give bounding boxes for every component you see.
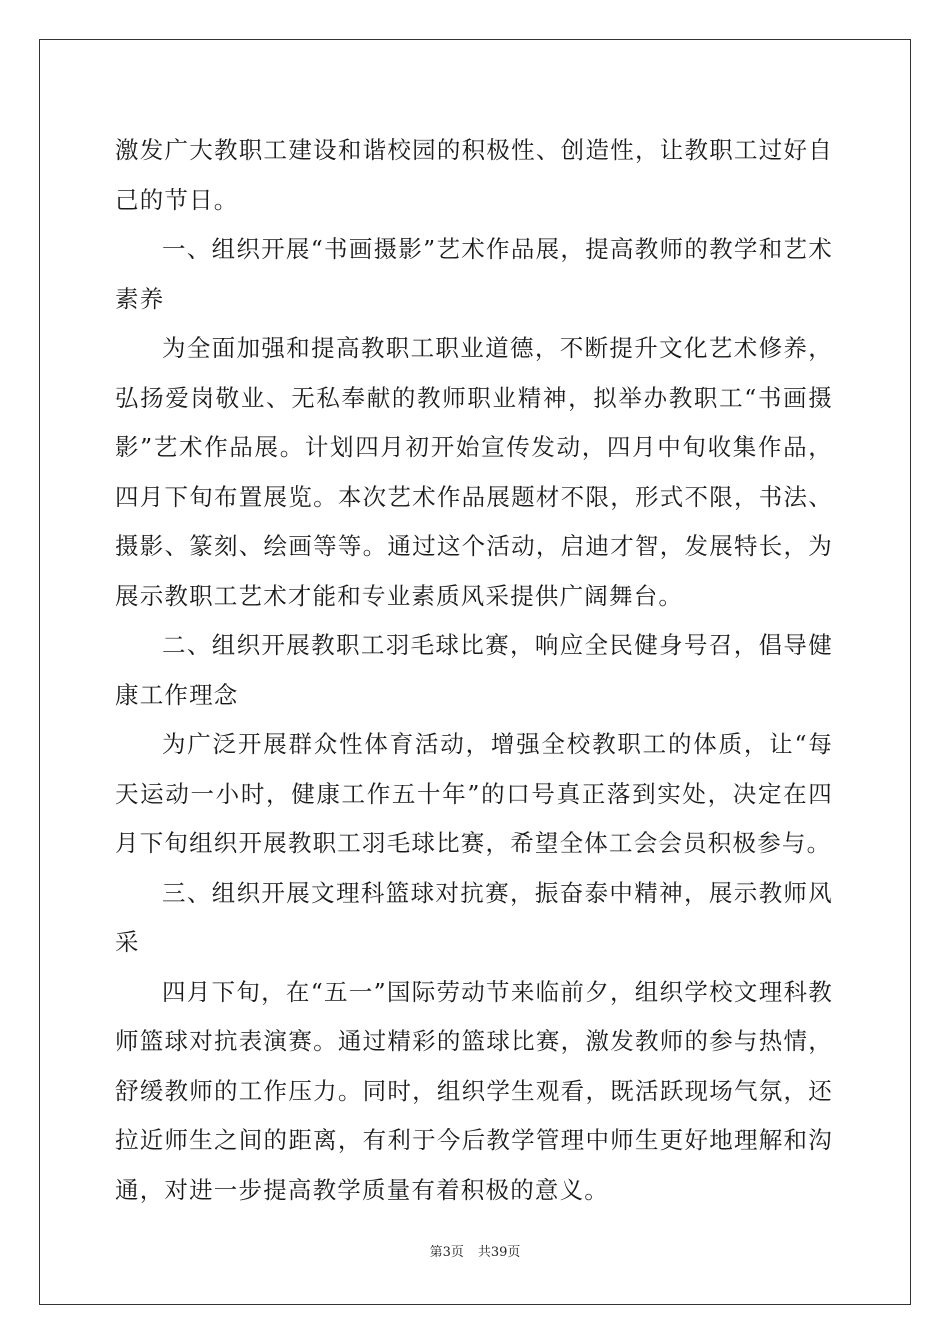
- document-body: [115, 126, 833, 1215]
- paragraph-section-one: 为全面加强和提高教职工职业道德，不断提升文化艺术修养，弘扬爱岗敬业、无私奉献的教师职业精神，拟举办教职工“书画摄影”艺术作品展。计划四月初开始宣传发动，四月中旬收集作品，四月下旬布置展览。本次艺术作品展题材不限，形式不限，书法、摄影、篆刻、绘画等等。通过这个活动，启迪才智，发展特长，为展示教职工艺术才能和专业素质风采提供广阔舞台。: [115, 334, 833, 610]
- heading-section-two: 二、组织开展教职工羽毛球比赛，响应全民健身号召，倡导健康工作理念: [115, 631, 833, 709]
- page-footer: [0, 1244, 950, 1262]
- heading-section-three: 三、组织开展文理科篮球对抗赛，振奋泰中精神，展示教师风采: [115, 878, 833, 956]
- heading-section-one: 一、组织开展“书画摄影”艺术作品展，提高教师的教学和艺术素养: [115, 235, 833, 313]
- page-total: 共39页: [477, 1245, 521, 1260]
- paragraph-section-three: 四月下旬，在“五一”国际劳动节来临前夕，组织学校文理科教师篮球对抗表演赛。通过精彩的篮球比赛，激发教师的参与热情，舒缓教师的工作压力。同时，组织学生观看，既活跃现场气氛，还拉近师生之间的距离，有利于今后教学管理中师生更好地理解和沟通，对进一步提高教学质量有着积极的意义。: [115, 977, 833, 1204]
- paragraph-section-two: 为广泛开展群众性体育活动，增强全校教职工的体质，让“每天运动一小时，健康工作五十年”的口号真正落到实处，决定在四月下旬组织开展教职工羽毛球比赛，希望全体工会会员积极参与。: [115, 730, 833, 857]
- page-number: 第3页: [429, 1245, 464, 1260]
- paragraph-intro-continuation: 激发广大教职工建设和谐校园的积极性、创造性，让教职工过好自己的节日。: [115, 136, 833, 214]
